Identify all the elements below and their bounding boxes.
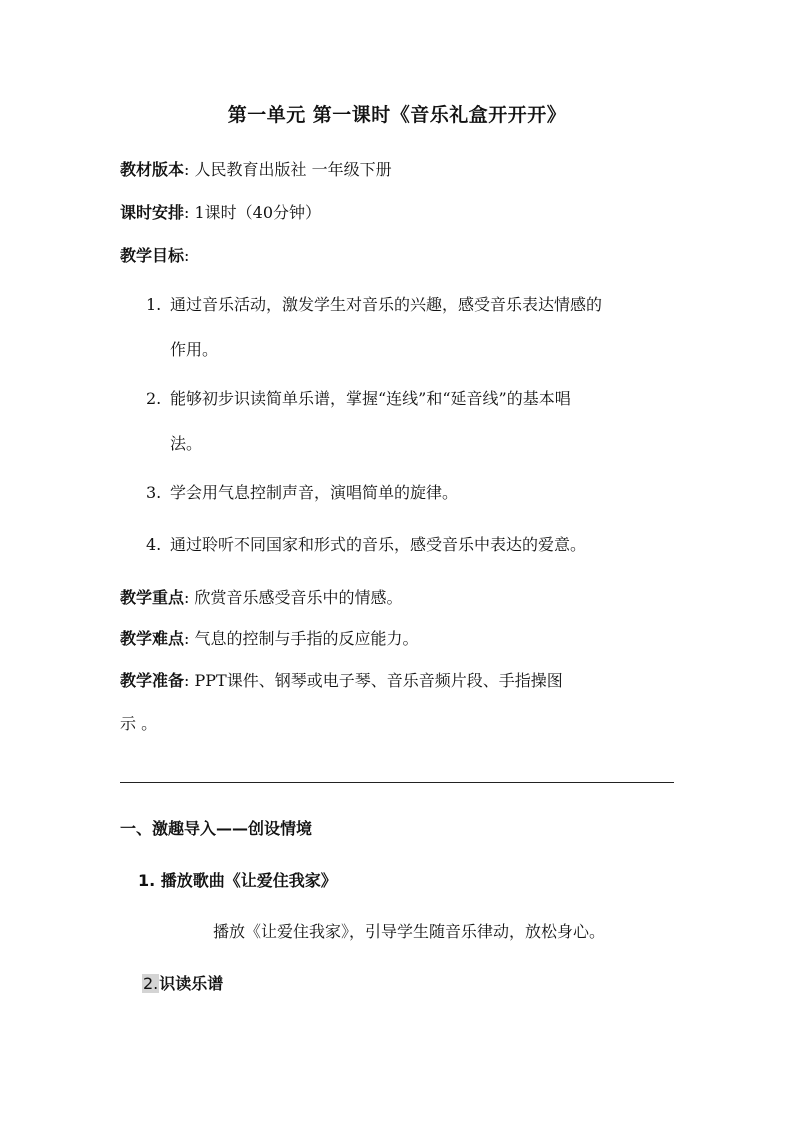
goal-item-2-cont: 法。 xyxy=(170,434,203,453)
colon: : xyxy=(184,160,190,179)
step-1-heading xyxy=(138,868,337,891)
preparation-value: PPT课件、钢琴或电子琴、音乐音频片段、手指操图 xyxy=(194,671,563,690)
key-points-value: 欣赏音乐感受音乐中的情感。 xyxy=(194,588,403,607)
step-title: 识读乐谱 xyxy=(159,974,224,993)
schedule-label: 课时安排 xyxy=(120,203,185,222)
preparation-label: 教学准备 xyxy=(120,671,185,690)
goals-label: 教学目标 xyxy=(120,246,185,265)
colon: : xyxy=(184,629,190,648)
schedule-row xyxy=(120,200,321,226)
goal-number: 2. xyxy=(146,389,162,408)
step-number: 1. xyxy=(138,871,156,890)
schedule-value: 1课时（40分钟） xyxy=(194,203,322,222)
preparation-cont: 示 。 xyxy=(120,714,158,733)
goal-text: 通过音乐活动，激发学生对音乐的兴趣，感受音乐表达情感的 xyxy=(170,295,603,314)
page-title: 第一单元 第一课时《音乐礼盒开开开》 xyxy=(227,104,567,126)
goal-number: 1. xyxy=(146,295,162,314)
goal-text: 学会用气息控制声音，演唱简单的旋律。 xyxy=(170,483,459,502)
difficulties-row xyxy=(120,626,419,652)
goal-item-2 xyxy=(146,386,686,412)
textbook-label: 教材版本 xyxy=(120,160,185,179)
goal-item-3 xyxy=(146,480,686,506)
goals-row xyxy=(120,243,189,269)
colon: : xyxy=(184,246,190,265)
goal-number: 3. xyxy=(146,483,162,502)
preparation-row xyxy=(120,668,563,694)
difficulties-label: 教学难点 xyxy=(120,629,185,648)
colon: : xyxy=(184,588,190,607)
divider-line xyxy=(120,782,674,783)
goal-number: 4. xyxy=(146,535,162,554)
step-1-text: 播放《让爱住我家》，引导学生随音乐律动，放松身心。 xyxy=(213,922,606,941)
step-2-heading xyxy=(142,971,223,994)
goal-text: 能够初步识读简单乐谱，掌握“连线”和“延音线”的基本唱 xyxy=(170,389,571,408)
colon: : xyxy=(184,203,190,222)
section-heading: 一、激趣导入——创设情境 xyxy=(120,819,313,838)
textbook-value: 人民教育出版社 一年级下册 xyxy=(194,160,392,179)
textbook-row xyxy=(120,157,392,183)
goal-item-1 xyxy=(146,292,686,318)
colon: : xyxy=(184,671,190,690)
step-number: 2. xyxy=(143,974,159,993)
goal-item-4 xyxy=(146,532,686,558)
key-points-row xyxy=(120,585,403,611)
goal-text: 通过聆听不同国家和形式的音乐，感受音乐中表达的爱意。 xyxy=(170,535,587,554)
difficulties-value: 气息的控制与手指的反应能力。 xyxy=(194,629,419,648)
key-points-label: 教学重点 xyxy=(120,588,185,607)
step-title: 播放歌曲《让爱住我家》 xyxy=(160,871,337,890)
goal-item-1-cont: 作用。 xyxy=(170,340,219,359)
